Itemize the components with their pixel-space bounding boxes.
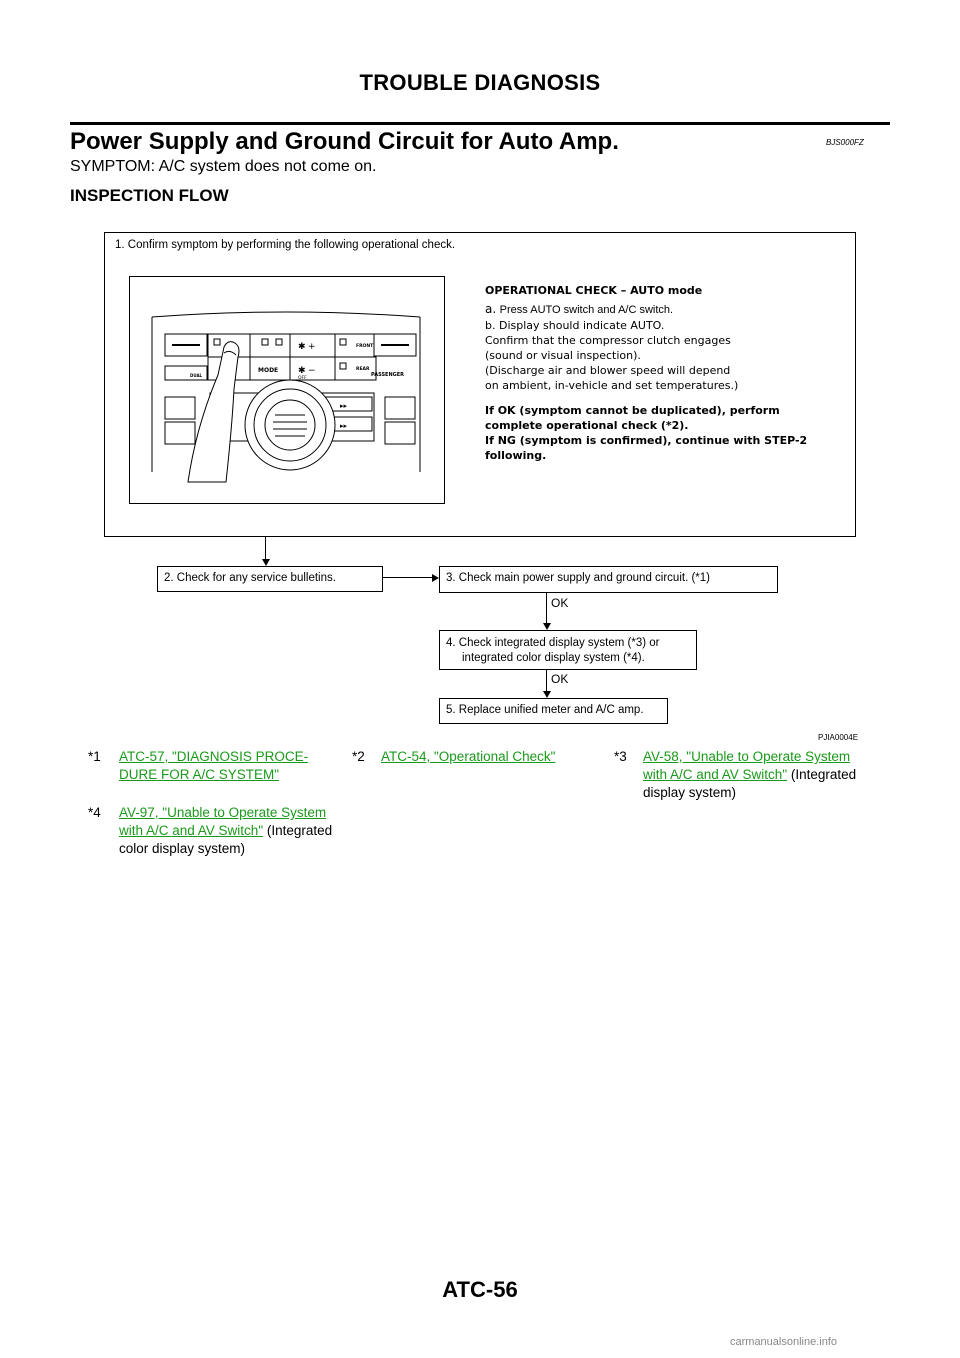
- connector-step4-step5: [546, 670, 547, 691]
- step5-box: [439, 698, 668, 724]
- op-check-a: [485, 302, 807, 318]
- op-check-ng-line1: If NG (symptom is confirmed), continue with STEP-2: [485, 434, 808, 447]
- section-code: BJS000FZ: [826, 138, 864, 147]
- step4-box: [439, 630, 697, 670]
- step3-text: 3. Check main power supply and ground circuit. (*1): [446, 572, 710, 584]
- op-check-ok-line1: If OK (symptom cannot be duplicated), perform: [485, 404, 780, 417]
- panel-label-front: FRONT: [356, 344, 374, 349]
- inspection-flow-heading: INSPECTION FLOW: [70, 186, 229, 205]
- arrow-step3: [432, 574, 439, 582]
- op-check-line4: (sound or visual inspection).: [485, 349, 641, 362]
- arrow-step5: [543, 691, 551, 698]
- op-check-line5: (Discharge air and blower speed will depend: [485, 364, 731, 377]
- footnote-4-tail2: color display system): [119, 841, 246, 856]
- footnote-4-num: *4: [88, 805, 101, 820]
- step5-text: 5. Replace unified meter and A/C amp.: [446, 704, 644, 716]
- step4-text-line2: integrated color display system (*4).: [462, 652, 645, 664]
- svg-text:✱: ✱: [298, 366, 306, 376]
- footnote-3-tail: (Integrated: [787, 767, 857, 782]
- svg-text:−: −: [308, 366, 316, 376]
- step1-text: 1. Confirm symptom by performing the following operational check.: [115, 239, 456, 251]
- op-check-b: b. Display should indicate AUTO.: [485, 319, 665, 332]
- footnote-1-link[interactable]: ATC-57, "DIAGNOSIS PROCE- DURE FOR A/C SYSTEM": [119, 749, 309, 782]
- footnote-1-num: *1: [88, 749, 101, 764]
- footnote-3: [614, 748, 874, 802]
- step2-box: [157, 566, 383, 592]
- op-check-ok-line2: complete operational check (*2).: [485, 419, 689, 432]
- footnote-1: [88, 748, 338, 784]
- footnote-2: [352, 748, 602, 766]
- arrow-step2: [262, 559, 270, 566]
- page-header-title: TROUBLE DIAGNOSIS: [359, 70, 601, 95]
- arrow-step4: [543, 623, 551, 630]
- op-check-title: OPERATIONAL CHECK – AUTO mode: [485, 284, 703, 297]
- ok-label-2: OK: [551, 672, 569, 686]
- svg-text:✱: ✱: [298, 342, 306, 352]
- watermark: carmanualsonline.info: [730, 1336, 838, 1348]
- footnote-3-tail2: display system): [643, 785, 737, 800]
- ac-control-panel-drawing: [130, 277, 444, 503]
- panel-label-mode: MODE: [258, 367, 279, 374]
- step3-box: [439, 566, 778, 593]
- op-check-line3: Confirm that the compressor clutch engages: [485, 334, 731, 347]
- page-number: ATC-56: [442, 1277, 518, 1302]
- panel-label-dual: DUAL: [190, 373, 203, 378]
- operational-check-text: [485, 283, 807, 463]
- panel-label-off: OFF: [298, 376, 307, 381]
- connector-step1-step2: [265, 537, 266, 559]
- step4-text-line1: 4. Check integrated display system (*3) or: [446, 637, 660, 649]
- panel-label-passenger: PASSENGER: [371, 372, 405, 378]
- connector-step2-step3: [383, 577, 433, 578]
- footnote-3-link[interactable]: AV-58, "Unable to Operate System with A/C and AV Switch": [643, 749, 851, 782]
- op-check-ng-line2: following.: [485, 449, 547, 462]
- footnote-2-link[interactable]: ATC-54, "Operational Check": [381, 749, 556, 764]
- connector-step3-step4: [546, 593, 547, 623]
- footnote-3-num: *3: [614, 749, 627, 764]
- footnote-4: [88, 804, 348, 858]
- figure-code: PJIA0004E: [818, 733, 859, 742]
- step1-box: [104, 232, 856, 537]
- section-title: Power Supply and Ground Circuit for Auto Amp.: [70, 128, 619, 155]
- panel-label-rear: REAR: [356, 367, 370, 372]
- svg-text:▸▸: ▸▸: [340, 422, 348, 430]
- svg-text:▸▸: ▸▸: [340, 402, 348, 410]
- op-check-line6: on ambient, in-vehicle and set temperatures.): [485, 379, 739, 392]
- symptom-text: SYMPTOM: A/C system does not come on.: [70, 158, 377, 175]
- footnote-4-link[interactable]: AV-97, "Unable to Operate System with A/C and AV Switch": [119, 805, 327, 838]
- footnote-2-num: *2: [352, 749, 365, 764]
- op-check-a-label: a.: [485, 302, 497, 316]
- ok-label-1: OK: [551, 596, 569, 610]
- header-rule: [70, 122, 890, 125]
- svg-text:+: +: [308, 342, 316, 352]
- control-panel-illustration: [129, 276, 445, 504]
- op-check-a-text: Press AUTO switch and A/C switch.: [499, 304, 674, 316]
- footnote-4-tail: (Integrated: [263, 823, 333, 838]
- step2-text: 2. Check for any service bulletins.: [164, 572, 336, 584]
